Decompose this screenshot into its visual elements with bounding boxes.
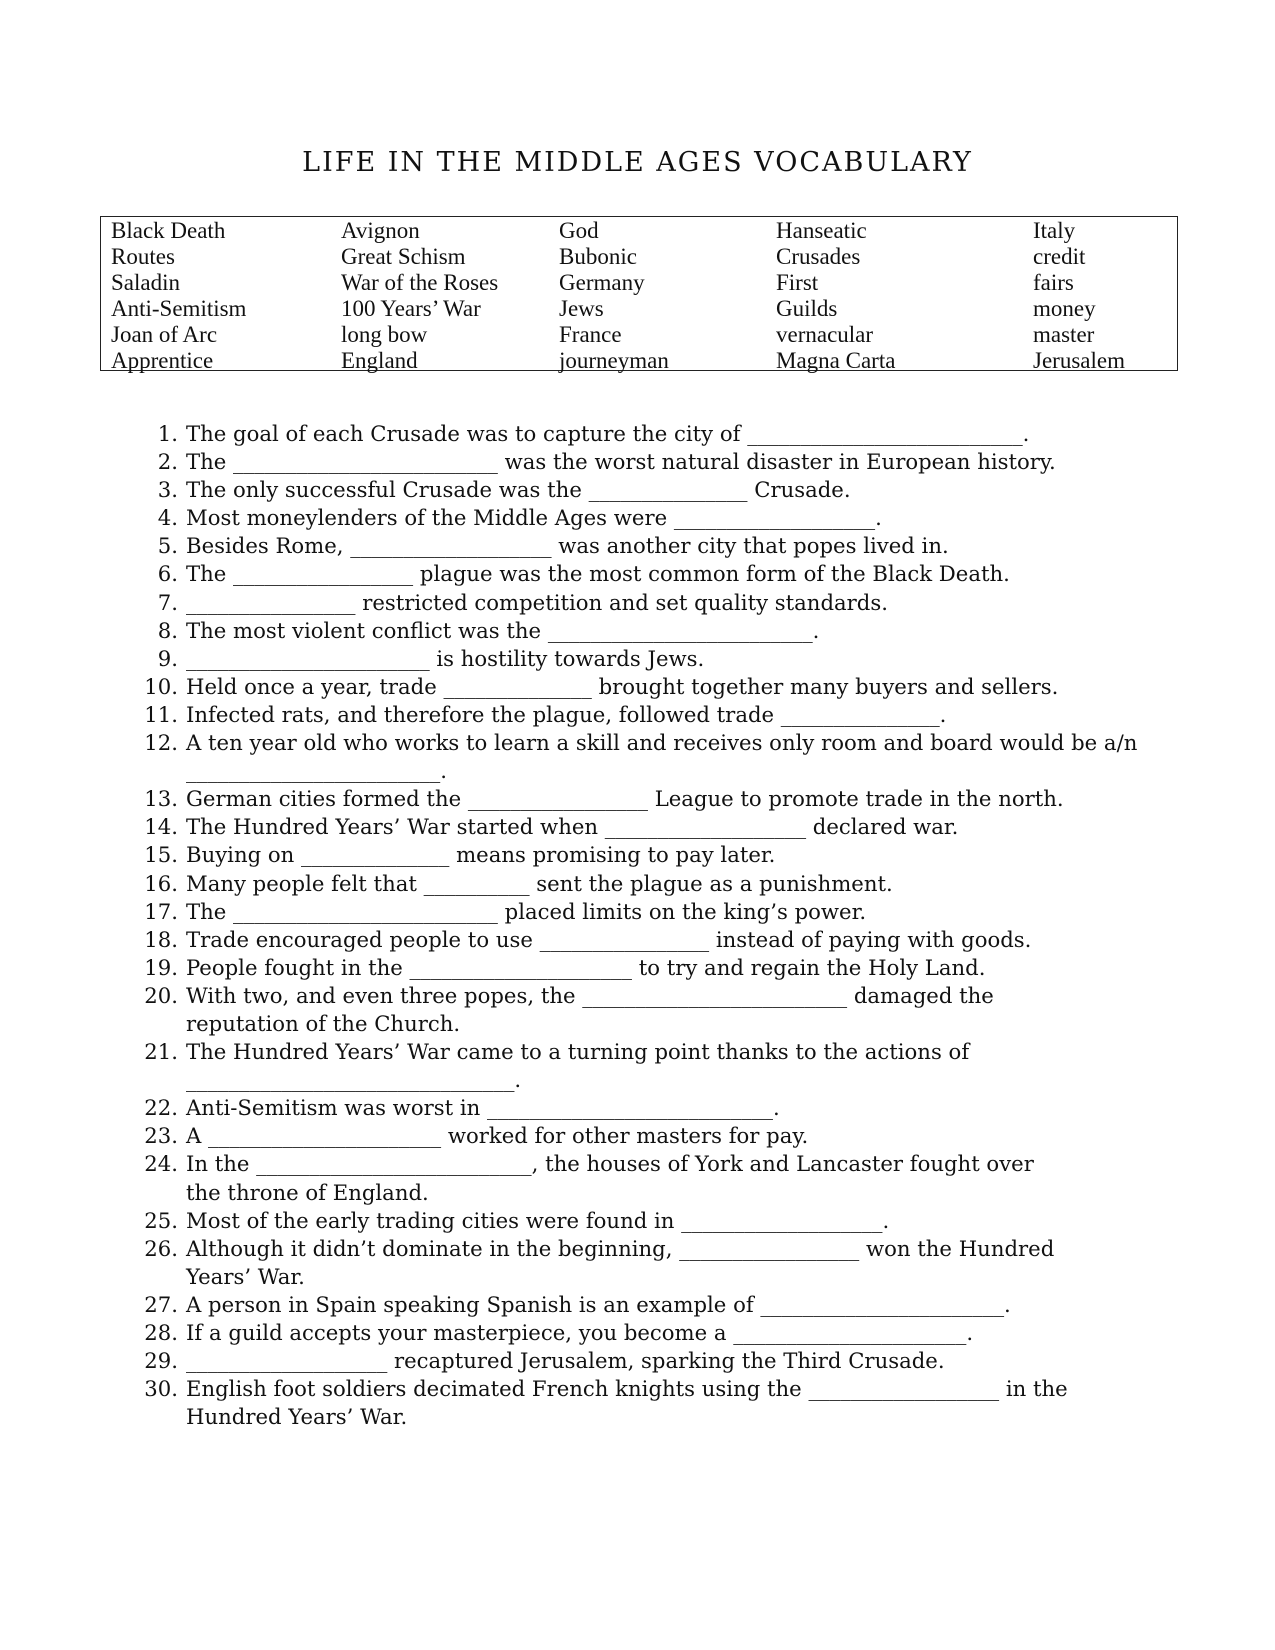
question-number: 22. xyxy=(144,1095,178,1121)
question-item xyxy=(0,1150,1275,1206)
question-item xyxy=(0,841,1275,869)
word-bank-term: France xyxy=(559,322,622,347)
question-number: 27. xyxy=(144,1291,178,1317)
question-text-line: Most of the early trading cities were found in ___________________. xyxy=(186,1207,890,1233)
question-text-line: ________________________. xyxy=(186,758,447,784)
question-number: 10. xyxy=(144,673,178,699)
question-number: 6. xyxy=(157,561,178,587)
word-bank-term: Bubonic xyxy=(559,244,637,269)
question-text-line: reputation of the Church. xyxy=(186,1010,461,1036)
word-bank-term: Joan of Arc xyxy=(111,322,218,347)
word-bank-column xyxy=(341,217,498,374)
question-number: 7. xyxy=(157,589,178,615)
word-bank-term: Germany xyxy=(559,270,645,295)
question-text-line: The Hundred Years’ War came to a turning point thanks to the actions of xyxy=(186,1039,970,1065)
word-bank-term: Routes xyxy=(111,244,175,269)
question-text-line: People fought in the _____________________ to try and regain the Holy Land. xyxy=(186,954,986,980)
word-bank-column xyxy=(1033,217,1125,374)
word-bank-term: Apprentice xyxy=(111,348,214,373)
question-item xyxy=(0,870,1275,898)
word-bank-term: 100 Years’ War xyxy=(341,296,481,321)
word-bank-term: journeyman xyxy=(559,348,669,373)
question-text-line: Held once a year, trade ______________ brought together many buyers and sellers. xyxy=(186,673,1059,699)
question-text-line: Anti-Semitism was worst in ___________________________. xyxy=(186,1095,780,1121)
question-item xyxy=(0,645,1275,673)
question-item xyxy=(0,1235,1275,1291)
question-number: 18. xyxy=(144,926,178,952)
word-bank-term: Hanseatic xyxy=(776,218,867,243)
question-item xyxy=(0,589,1275,617)
question-item xyxy=(0,420,1275,448)
question-text-line: The Hundred Years’ War started when ___________________ declared war. xyxy=(186,814,959,840)
question-number: 5. xyxy=(157,533,178,559)
question-item xyxy=(0,476,1275,504)
word-bank-column xyxy=(776,217,895,374)
question-text-line: The only successful Crusade was the _______________ Crusade. xyxy=(186,477,851,503)
page-title: LIFE IN THE MIDDLE AGES VOCABULARY xyxy=(302,147,973,178)
question-item xyxy=(0,898,1275,926)
question-text-line: A ten year old who works to learn a skill and receives only room and board would be a/n xyxy=(186,730,1138,756)
question-item xyxy=(0,560,1275,588)
word-bank-term: credit xyxy=(1033,244,1086,269)
question-number: 21. xyxy=(144,1039,178,1065)
question-number: 8. xyxy=(157,617,178,643)
question-text-line: Most moneylenders of the Middle Ages were ___________________. xyxy=(186,505,882,531)
question-text-line: Besides Rome, ___________________ was another city that popes lived in. xyxy=(186,533,949,559)
question-item xyxy=(0,673,1275,701)
question-item xyxy=(0,1375,1275,1431)
question-item xyxy=(0,1291,1275,1319)
question-number: 4. xyxy=(157,505,178,531)
word-bank-term: fairs xyxy=(1033,270,1074,295)
word-bank-term: Crusades xyxy=(776,244,861,269)
question-item xyxy=(0,1122,1275,1150)
question-text-line: The _________________________ placed limits on the king’s power. xyxy=(186,898,867,924)
question-text-line: German cities formed the _________________ League to promote trade in the north. xyxy=(186,786,1064,812)
question-item xyxy=(0,532,1275,560)
question-number: 26. xyxy=(144,1235,178,1261)
question-text-line: The _________________ plague was the most common form of the Black Death. xyxy=(186,561,1010,587)
question-number: 12. xyxy=(144,730,178,756)
word-bank-term: Saladin xyxy=(111,270,180,295)
word-bank-term: vernacular xyxy=(776,322,874,347)
question-list xyxy=(0,420,1275,1431)
question-number: 15. xyxy=(144,842,178,868)
question-text-line: the throne of England. xyxy=(186,1179,429,1205)
question-number: 2. xyxy=(157,449,178,475)
question-text-line: Infected rats, and therefore the plague, followed trade _______________. xyxy=(186,701,947,727)
word-bank-term: Black Death xyxy=(111,218,226,243)
question-item xyxy=(0,701,1275,729)
question-text-line: With two, and even three popes, the _________________________ damaged the xyxy=(186,982,994,1008)
word-bank-term: Jews xyxy=(559,296,604,321)
question-text-line: Many people felt that __________ sent the plague as a punishment. xyxy=(186,870,893,896)
question-item xyxy=(0,617,1275,645)
word-bank xyxy=(100,216,1178,371)
word-bank-term: money xyxy=(1033,296,1096,321)
question-text-line: ___________________ recaptured Jerusalem, sparking the Third Crusade. xyxy=(186,1348,945,1374)
word-bank-term: War of the Roses xyxy=(341,270,499,295)
question-text-line: Buying on ______________ means promising to pay later. xyxy=(186,842,776,868)
word-bank-term: First xyxy=(776,270,819,295)
question-text-line: The _________________________ was the worst natural disaster in European history. xyxy=(186,449,1056,475)
word-bank-term: Avignon xyxy=(341,218,420,243)
question-number: 19. xyxy=(144,954,178,980)
question-text-line: If a guild accepts your masterpiece, you become a ______________________. xyxy=(186,1320,974,1345)
question-item xyxy=(0,1347,1275,1375)
question-text-line: The goal of each Crusade was to capture the city of __________________________. xyxy=(186,421,1030,446)
question-number: 3. xyxy=(157,477,178,503)
question-item xyxy=(0,926,1275,954)
question-number: 29. xyxy=(144,1348,178,1374)
question-text-line: In the __________________________, the houses of York and Lancaster fought over xyxy=(186,1151,1034,1177)
word-bank-column xyxy=(559,217,669,374)
question-item xyxy=(0,1094,1275,1122)
word-bank-term: Anti-Semitism xyxy=(111,296,247,321)
question-number: 1. xyxy=(157,421,178,446)
question-text-line: Although it didn’t dominate in the beginning, _________________ won the Hundred xyxy=(186,1235,1055,1261)
question-text-line: Hundred Years’ War. xyxy=(186,1404,408,1430)
question-number: 13. xyxy=(144,786,178,812)
question-number: 23. xyxy=(144,1123,178,1149)
question-number: 20. xyxy=(144,982,178,1008)
question-text-line: English foot soldiers decimated French knights using the __________________ in the xyxy=(186,1376,1068,1402)
question-text-line: The most violent conflict was the _________________________. xyxy=(186,617,820,643)
question-text-line: _______________________________. xyxy=(186,1067,522,1093)
question-number: 9. xyxy=(157,645,178,671)
question-item xyxy=(0,813,1275,841)
word-bank-term: Italy xyxy=(1033,218,1076,243)
question-text-line: Years’ War. xyxy=(186,1263,305,1289)
question-number: 28. xyxy=(144,1320,178,1345)
word-bank-term: Great Schism xyxy=(341,244,466,269)
question-item xyxy=(0,982,1275,1038)
word-bank-term: master xyxy=(1033,322,1095,347)
question-item xyxy=(0,729,1275,785)
question-number: 11. xyxy=(144,701,178,727)
question-item xyxy=(0,504,1275,532)
question-text-line: A person in Spain speaking Spanish is an example of _______________________. xyxy=(186,1291,1011,1317)
question-item xyxy=(0,785,1275,813)
word-bank-term: God xyxy=(559,218,599,243)
question-text-line: ________________ restricted competition and set quality standards. xyxy=(186,589,888,615)
question-item xyxy=(0,448,1275,476)
question-text-line: Trade encouraged people to use ________________ instead of paying with goods. xyxy=(186,926,1032,952)
question-item xyxy=(0,1207,1275,1235)
question-item xyxy=(0,1319,1275,1347)
question-text-line: A ______________________ worked for other masters for pay. xyxy=(186,1123,809,1149)
word-bank-term: long bow xyxy=(341,322,428,347)
question-item xyxy=(0,954,1275,982)
question-number: 14. xyxy=(144,814,178,840)
question-text-line: _______________________ is hostility towards Jews. xyxy=(186,645,705,671)
word-bank-column xyxy=(111,217,246,374)
word-bank-term: Guilds xyxy=(776,296,838,321)
word-bank-term: Jerusalem xyxy=(1033,348,1125,373)
question-item xyxy=(0,1038,1275,1094)
question-number: 16. xyxy=(144,870,178,896)
question-number: 25. xyxy=(144,1207,178,1233)
question-number: 30. xyxy=(144,1376,178,1402)
word-bank-term: Magna Carta xyxy=(776,348,896,373)
question-number: 24. xyxy=(144,1151,178,1177)
word-bank-term: England xyxy=(341,348,418,373)
question-number: 17. xyxy=(144,898,178,924)
